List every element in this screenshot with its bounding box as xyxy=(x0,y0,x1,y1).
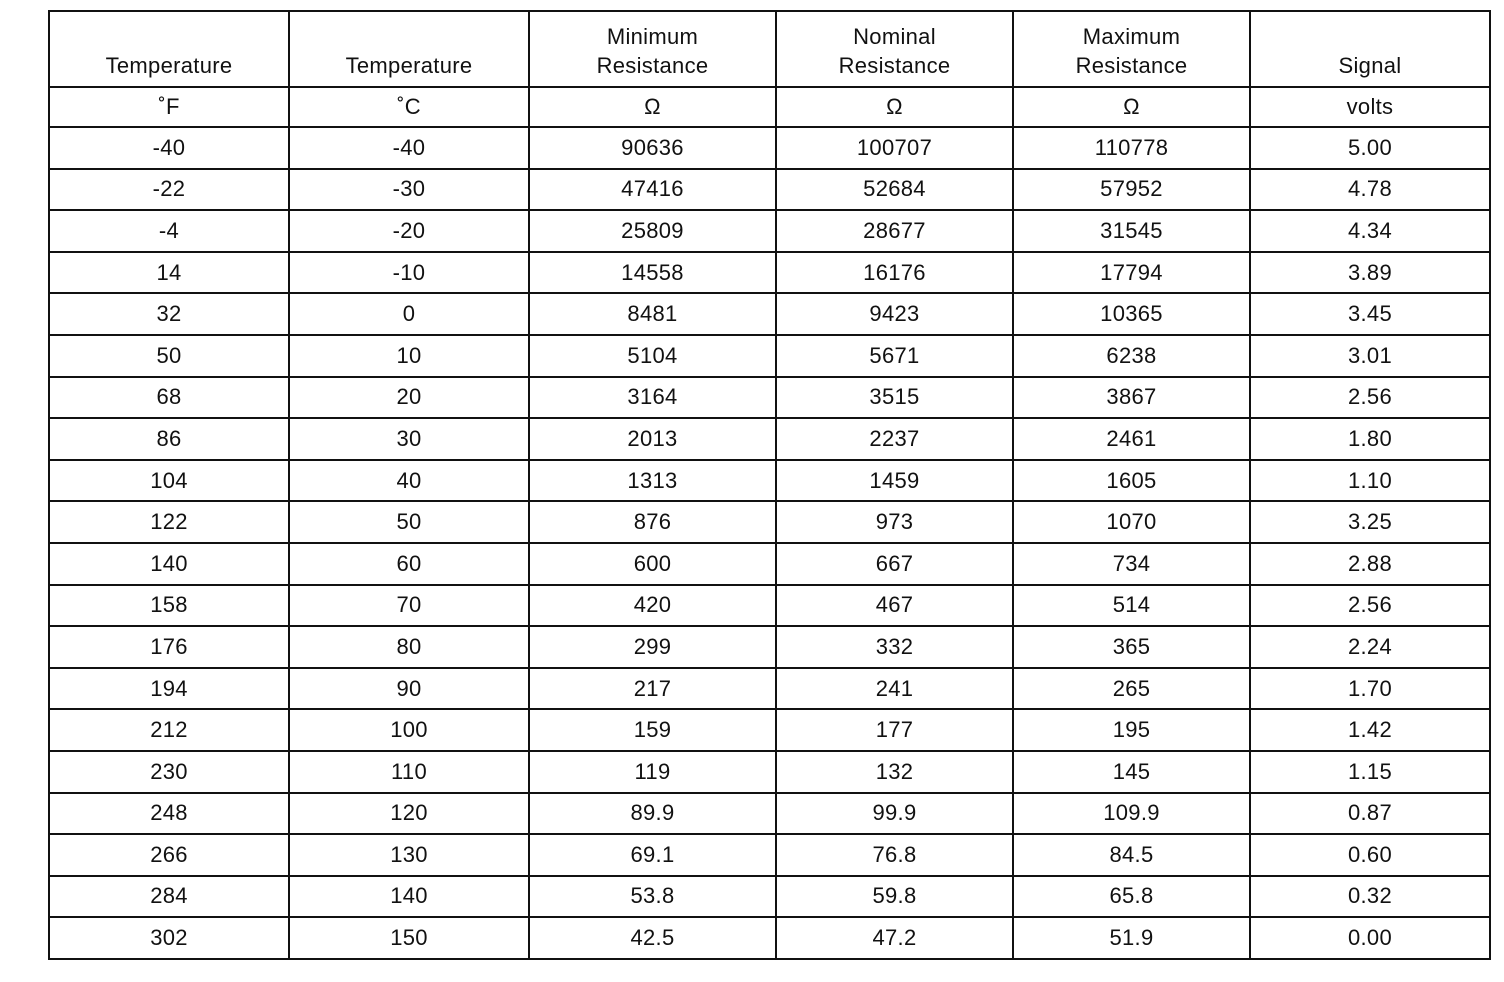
cell-max-resistance: 17794 xyxy=(1013,252,1250,294)
cell-max-resistance: 734 xyxy=(1013,543,1250,585)
column-unit-max-resistance: Ω xyxy=(1013,87,1250,127)
cell-nominal-resistance: 16176 xyxy=(776,252,1013,294)
column-header-text: Resistance xyxy=(1075,53,1188,78)
table-row xyxy=(49,418,1490,460)
cell-min-resistance: 47416 xyxy=(529,169,776,211)
cell-max-resistance: 1605 xyxy=(1013,460,1250,502)
cell-min-resistance: 217 xyxy=(529,668,776,710)
temperature-resistance-table xyxy=(48,10,1491,960)
cell-nominal-resistance: 467 xyxy=(776,585,1013,627)
cell-temp-f: 194 xyxy=(49,668,289,710)
cell-nominal-resistance: 241 xyxy=(776,668,1013,710)
cell-signal: 3.45 xyxy=(1250,293,1490,335)
cell-min-resistance: 119 xyxy=(529,751,776,793)
cell-temp-f: 266 xyxy=(49,834,289,876)
cell-max-resistance: 2461 xyxy=(1013,418,1250,460)
cell-temp-f: -40 xyxy=(49,127,289,169)
cell-max-resistance: 6238 xyxy=(1013,335,1250,377)
cell-min-resistance: 600 xyxy=(529,543,776,585)
cell-temp-c: -20 xyxy=(289,210,529,252)
cell-temp-f: 302 xyxy=(49,917,289,959)
cell-temp-c: 40 xyxy=(289,460,529,502)
cell-nominal-resistance: 2237 xyxy=(776,418,1013,460)
cell-temp-f: 230 xyxy=(49,751,289,793)
column-header-text: Signal xyxy=(1338,53,1402,78)
table-row xyxy=(49,751,1490,793)
cell-temp-c: 150 xyxy=(289,917,529,959)
cell-min-resistance: 2013 xyxy=(529,418,776,460)
cell-max-resistance: 51.9 xyxy=(1013,917,1250,959)
cell-min-resistance: 420 xyxy=(529,585,776,627)
cell-temp-c: -30 xyxy=(289,169,529,211)
cell-nominal-resistance: 667 xyxy=(776,543,1013,585)
cell-temp-c: 130 xyxy=(289,834,529,876)
cell-signal: 1.70 xyxy=(1250,668,1490,710)
cell-max-resistance: 145 xyxy=(1013,751,1250,793)
cell-nominal-resistance: 28677 xyxy=(776,210,1013,252)
cell-temp-f: 86 xyxy=(49,418,289,460)
table-row xyxy=(49,377,1490,419)
cell-temp-f: 284 xyxy=(49,876,289,918)
cell-temp-c: 10 xyxy=(289,335,529,377)
table-row xyxy=(49,668,1490,710)
column-unit-nominal-resistance: Ω xyxy=(776,87,1013,127)
cell-signal: 0.32 xyxy=(1250,876,1490,918)
table-row xyxy=(49,169,1490,211)
cell-signal: 2.88 xyxy=(1250,543,1490,585)
cell-nominal-resistance: 59.8 xyxy=(776,876,1013,918)
cell-max-resistance: 1070 xyxy=(1013,501,1250,543)
column-header-max-resistance xyxy=(1013,11,1250,87)
cell-signal: 3.25 xyxy=(1250,501,1490,543)
cell-signal: 2.56 xyxy=(1250,377,1490,419)
cell-nominal-resistance: 5671 xyxy=(776,335,1013,377)
cell-min-resistance: 5104 xyxy=(529,335,776,377)
cell-temp-c: 140 xyxy=(289,876,529,918)
cell-min-resistance: 69.1 xyxy=(529,834,776,876)
table-row xyxy=(49,626,1490,668)
cell-nominal-resistance: 47.2 xyxy=(776,917,1013,959)
cell-signal: 1.15 xyxy=(1250,751,1490,793)
column-unit-min-resistance: Ω xyxy=(529,87,776,127)
column-unit-signal: volts xyxy=(1250,87,1490,127)
cell-min-resistance: 14558 xyxy=(529,252,776,294)
cell-signal: 1.42 xyxy=(1250,709,1490,751)
cell-max-resistance: 57952 xyxy=(1013,169,1250,211)
cell-temp-c: 80 xyxy=(289,626,529,668)
cell-min-resistance: 8481 xyxy=(529,293,776,335)
cell-max-resistance: 31545 xyxy=(1013,210,1250,252)
cell-signal: 2.56 xyxy=(1250,585,1490,627)
cell-nominal-resistance: 100707 xyxy=(776,127,1013,169)
cell-temp-c: 90 xyxy=(289,668,529,710)
cell-max-resistance: 109.9 xyxy=(1013,793,1250,835)
table-row xyxy=(49,917,1490,959)
cell-nominal-resistance: 3515 xyxy=(776,377,1013,419)
cell-nominal-resistance: 332 xyxy=(776,626,1013,668)
cell-temp-f: 104 xyxy=(49,460,289,502)
table-row xyxy=(49,335,1490,377)
table-row xyxy=(49,543,1490,585)
cell-max-resistance: 110778 xyxy=(1013,127,1250,169)
cell-min-resistance: 53.8 xyxy=(529,876,776,918)
cell-nominal-resistance: 99.9 xyxy=(776,793,1013,835)
cell-min-resistance: 25809 xyxy=(529,210,776,252)
cell-max-resistance: 65.8 xyxy=(1013,876,1250,918)
table-row xyxy=(49,127,1490,169)
cell-temp-c: 30 xyxy=(289,418,529,460)
cell-nominal-resistance: 76.8 xyxy=(776,834,1013,876)
table-row xyxy=(49,501,1490,543)
column-header-text: Temperature xyxy=(345,53,473,78)
cell-nominal-resistance: 132 xyxy=(776,751,1013,793)
cell-temp-f: -4 xyxy=(49,210,289,252)
cell-min-resistance: 90636 xyxy=(529,127,776,169)
column-unit-temp-f: ˚F xyxy=(49,87,289,127)
column-header-nominal-resistance xyxy=(776,11,1013,87)
cell-nominal-resistance: 1459 xyxy=(776,460,1013,502)
cell-temp-f: 68 xyxy=(49,377,289,419)
cell-nominal-resistance: 177 xyxy=(776,709,1013,751)
cell-temp-f: 32 xyxy=(49,293,289,335)
cell-temp-c: 20 xyxy=(289,377,529,419)
column-header-text: Resistance xyxy=(838,53,951,78)
table-row xyxy=(49,293,1490,335)
cell-temp-c: -10 xyxy=(289,252,529,294)
cell-signal: 1.80 xyxy=(1250,418,1490,460)
table-row xyxy=(49,252,1490,294)
cell-temp-c: 110 xyxy=(289,751,529,793)
cell-min-resistance: 1313 xyxy=(529,460,776,502)
cell-max-resistance: 265 xyxy=(1013,668,1250,710)
cell-temp-f: 14 xyxy=(49,252,289,294)
column-header-text: Nominal xyxy=(853,24,936,49)
cell-temp-f: -22 xyxy=(49,169,289,211)
cell-temp-f: 158 xyxy=(49,585,289,627)
cell-signal: 0.00 xyxy=(1250,917,1490,959)
cell-max-resistance: 365 xyxy=(1013,626,1250,668)
cell-temp-f: 176 xyxy=(49,626,289,668)
cell-signal: 0.60 xyxy=(1250,834,1490,876)
cell-temp-f: 212 xyxy=(49,709,289,751)
cell-nominal-resistance: 9423 xyxy=(776,293,1013,335)
cell-max-resistance: 195 xyxy=(1013,709,1250,751)
cell-min-resistance: 42.5 xyxy=(529,917,776,959)
cell-temp-c: -40 xyxy=(289,127,529,169)
column-unit-temp-c: ˚C xyxy=(289,87,529,127)
cell-temp-c: 0 xyxy=(289,293,529,335)
cell-temp-c: 120 xyxy=(289,793,529,835)
cell-signal: 4.78 xyxy=(1250,169,1490,211)
column-header-text: Minimum xyxy=(606,24,699,49)
table-row xyxy=(49,709,1490,751)
table-row xyxy=(49,834,1490,876)
cell-min-resistance: 876 xyxy=(529,501,776,543)
table-row xyxy=(49,210,1490,252)
cell-signal: 1.10 xyxy=(1250,460,1490,502)
cell-max-resistance: 84.5 xyxy=(1013,834,1250,876)
column-header-text: Resistance xyxy=(596,53,709,78)
cell-min-resistance: 159 xyxy=(529,709,776,751)
cell-temp-c: 60 xyxy=(289,543,529,585)
cell-temp-c: 70 xyxy=(289,585,529,627)
column-header-text: Maximum xyxy=(1082,24,1181,49)
cell-max-resistance: 10365 xyxy=(1013,293,1250,335)
cell-signal: 4.34 xyxy=(1250,210,1490,252)
cell-temp-c: 50 xyxy=(289,501,529,543)
table-row xyxy=(49,793,1490,835)
cell-temp-c: 100 xyxy=(289,709,529,751)
column-header-signal xyxy=(1250,11,1490,87)
resistance-table-container xyxy=(48,10,1489,960)
header-title-row xyxy=(49,11,1490,87)
column-header-temp-c xyxy=(289,11,529,87)
cell-signal: 5.00 xyxy=(1250,127,1490,169)
cell-temp-f: 248 xyxy=(49,793,289,835)
column-header-text: Temperature xyxy=(105,53,233,78)
cell-min-resistance: 3164 xyxy=(529,377,776,419)
cell-nominal-resistance: 52684 xyxy=(776,169,1013,211)
header-unit-row xyxy=(49,87,1490,127)
cell-signal: 2.24 xyxy=(1250,626,1490,668)
table-row xyxy=(49,876,1490,918)
cell-signal: 3.01 xyxy=(1250,335,1490,377)
cell-temp-f: 50 xyxy=(49,335,289,377)
cell-temp-f: 140 xyxy=(49,543,289,585)
table-body xyxy=(49,127,1490,959)
cell-temp-f: 122 xyxy=(49,501,289,543)
table-row xyxy=(49,460,1490,502)
cell-max-resistance: 514 xyxy=(1013,585,1250,627)
cell-signal: 3.89 xyxy=(1250,252,1490,294)
cell-min-resistance: 89.9 xyxy=(529,793,776,835)
table-row xyxy=(49,585,1490,627)
cell-signal: 0.87 xyxy=(1250,793,1490,835)
cell-max-resistance: 3867 xyxy=(1013,377,1250,419)
table-header xyxy=(49,11,1490,127)
cell-min-resistance: 299 xyxy=(529,626,776,668)
cell-nominal-resistance: 973 xyxy=(776,501,1013,543)
column-header-min-resistance xyxy=(529,11,776,87)
column-header-temp-f xyxy=(49,11,289,87)
